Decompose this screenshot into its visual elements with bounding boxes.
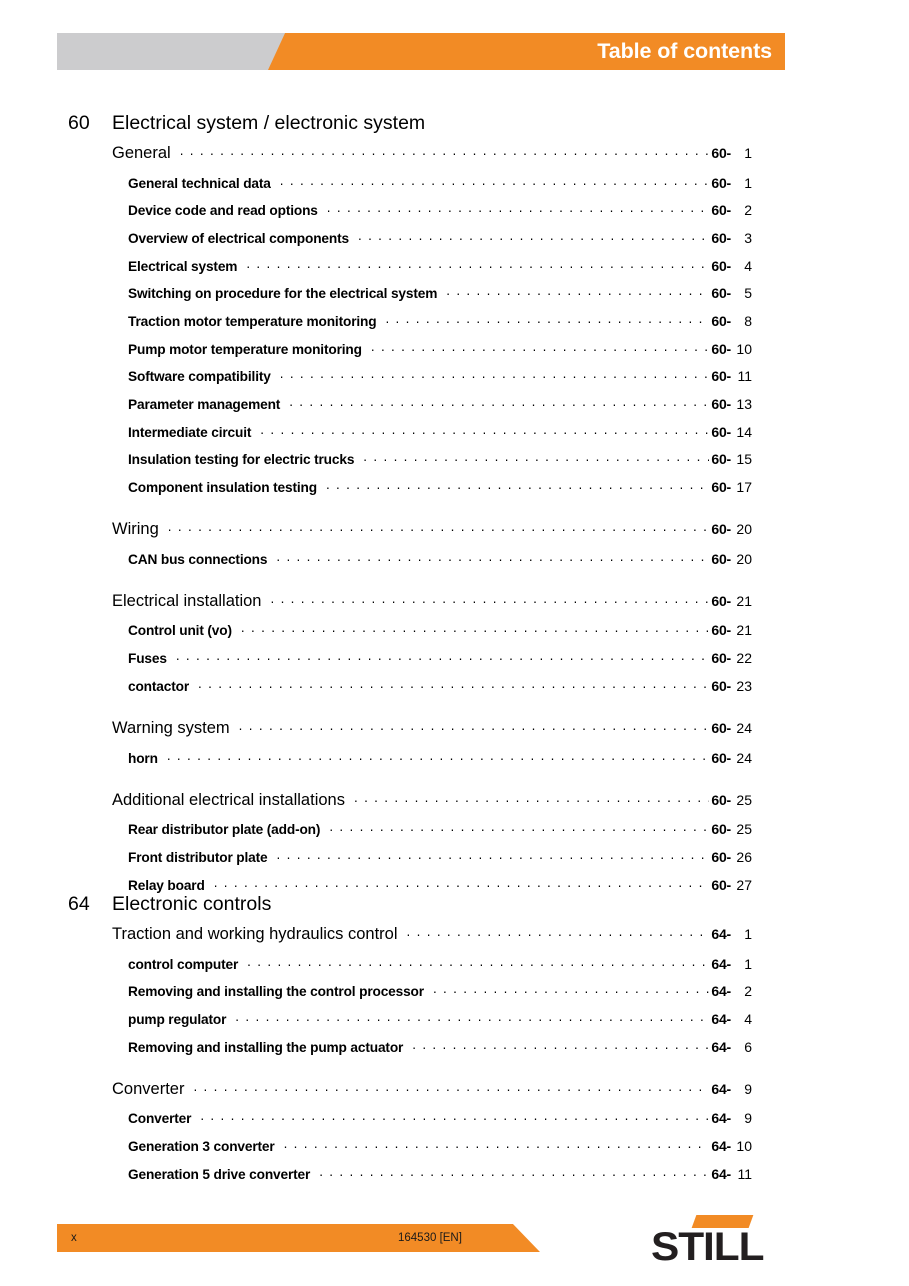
chapter-number: 64	[68, 893, 90, 915]
toc-entry-row[interactable]	[0, 368, 909, 396]
toc-page-number	[711, 521, 752, 537]
page-chapter-prefix: 60-	[711, 791, 731, 808]
dot-leader	[354, 791, 709, 805]
page-number-value: 14	[736, 423, 752, 440]
page-number-value: 21	[736, 622, 752, 639]
toc-section-row[interactable]	[0, 144, 909, 174]
toc-entry-label: Electrical system	[128, 258, 238, 274]
footer-document-id: 164530 [EN]	[398, 1232, 462, 1244]
toc-entry-row[interactable]	[0, 340, 909, 368]
toc-entry-row[interactable]	[0, 1038, 909, 1066]
page-chapter-prefix: 64-	[711, 1137, 731, 1154]
toc-entry-row[interactable]	[0, 229, 909, 257]
still-logo	[651, 1213, 791, 1269]
page-number-value: 1	[744, 174, 752, 191]
toc-row-content	[112, 925, 752, 944]
toc-group	[0, 592, 909, 705]
dot-leader	[193, 1080, 709, 1094]
toc-entry-row[interactable]	[0, 257, 909, 285]
toc-page-number	[711, 451, 752, 467]
page-number-value: 10	[736, 1137, 752, 1154]
toc-page-number	[711, 1110, 752, 1126]
toc-entry-row[interactable]	[0, 479, 909, 507]
page-chapter-prefix: 60-	[711, 821, 731, 838]
group-spacer	[0, 1066, 909, 1080]
toc-page-number	[711, 258, 752, 274]
toc-row-content	[128, 1110, 752, 1127]
toc-row-content	[128, 983, 752, 1000]
page-chapter-prefix: 60-	[711, 848, 731, 865]
toc-row-content	[112, 144, 752, 163]
toc-row-content	[128, 1165, 752, 1182]
toc-page-number	[711, 956, 752, 972]
toc-group	[0, 520, 909, 578]
dot-leader	[385, 312, 709, 326]
page-chapter-prefix: 60-	[711, 202, 731, 219]
toc-entry-label: Traction motor temperature monitoring	[128, 313, 377, 329]
dot-leader	[284, 1137, 710, 1151]
footer-page-number: x	[71, 1232, 77, 1244]
toc-row-content	[128, 202, 752, 219]
toc-group	[0, 1080, 909, 1193]
toc-entry-label: Traction and working hydraulics control	[112, 925, 398, 943]
page-chapter-prefix: 60-	[711, 550, 731, 567]
toc-entry-label: Control unit (vo)	[128, 623, 232, 639]
page-chapter-prefix: 60-	[711, 521, 731, 538]
dot-leader	[446, 285, 709, 299]
toc-entry-label: CAN bus connections	[128, 551, 268, 567]
page-number-value: 1	[744, 955, 752, 972]
toc-group	[0, 719, 909, 777]
page-chapter-prefix: 60-	[711, 229, 731, 246]
toc-entry-label: Front distributor plate	[128, 849, 268, 865]
page-number-value: 22	[736, 650, 752, 667]
toc-page-number	[711, 145, 752, 161]
page-chapter-prefix: 64-	[711, 955, 731, 972]
group-spacer	[0, 777, 909, 791]
toc-page-number	[711, 792, 752, 808]
page-number-value: 4	[744, 257, 752, 274]
toc-entry-label: Parameter management	[128, 397, 281, 412]
page-number-value: 27	[736, 876, 752, 893]
dot-leader	[239, 720, 710, 734]
toc-row-content	[128, 285, 752, 302]
toc-entry-label: Warning system	[112, 719, 230, 737]
dot-leader	[200, 1110, 709, 1124]
toc-row-content	[128, 479, 752, 496]
toc-row-content	[128, 955, 752, 972]
page-chapter-prefix: 64-	[711, 1165, 731, 1182]
page-number-value: 1	[744, 145, 752, 161]
toc-row-content	[112, 592, 752, 611]
dot-leader	[407, 926, 710, 940]
dot-leader	[168, 521, 710, 535]
page-number-value: 24	[736, 749, 752, 766]
page-chapter-prefix: 60-	[711, 720, 731, 736]
toc-entry-label: Fuses	[128, 651, 167, 667]
chapter-block	[0, 893, 909, 1193]
page-header	[0, 33, 909, 70]
toc-page-number	[711, 479, 752, 495]
toc-row-content	[128, 848, 752, 865]
toc-entry-row[interactable]	[0, 677, 909, 705]
toc-entry-label: Relay board	[128, 877, 205, 893]
toc-page-number	[711, 1166, 752, 1182]
page-chapter-prefix: 64-	[711, 1010, 731, 1027]
chapter-heading	[0, 112, 909, 144]
dot-leader	[329, 821, 709, 835]
toc-row-content	[128, 451, 752, 468]
page-number-value: 26	[736, 848, 752, 865]
page-chapter-prefix: 64-	[711, 1038, 731, 1055]
dot-leader	[180, 145, 710, 159]
toc-entry-label: Additional electrical installations	[112, 790, 345, 809]
toc-row-content	[112, 791, 752, 810]
toc-entry-label: Component insulation testing	[128, 480, 317, 496]
dot-leader	[276, 550, 709, 564]
toc-row-content	[128, 650, 752, 667]
toc-entry-label: Rear distributor plate (add-on)	[128, 822, 321, 838]
dot-leader	[371, 340, 710, 354]
page-chapter-prefix: 60-	[711, 749, 731, 766]
page-chapter-prefix: 60-	[711, 396, 731, 412]
page-chapter-prefix: 60-	[711, 451, 731, 468]
dot-leader	[289, 396, 709, 410]
toc-entry-label: Removing and installing the pump actuator	[128, 1039, 404, 1055]
toc-section-row[interactable]	[0, 592, 909, 622]
toc-page-number	[711, 720, 752, 736]
dot-leader	[198, 677, 709, 691]
chapter-number: 60	[68, 112, 90, 134]
page-chapter-prefix: 60-	[711, 340, 731, 357]
page-number-value: 20	[736, 550, 752, 567]
page-number-value: 13	[736, 396, 752, 412]
toc-entry-label: General	[112, 144, 171, 162]
page-number-value: 20	[736, 521, 752, 538]
toc-row-content	[128, 1010, 752, 1027]
page-number-value: 1	[744, 926, 752, 942]
toc-group	[0, 791, 909, 904]
page-number-value: 11	[737, 368, 752, 385]
toc-entry-row[interactable]	[0, 749, 909, 777]
page-number-value: 5	[744, 285, 752, 302]
toc-row-content	[128, 257, 752, 274]
toc-entry-row[interactable]	[0, 451, 909, 479]
page-number-value: 23	[736, 677, 752, 694]
toc-entry-label: General technical data	[128, 175, 271, 191]
dot-leader	[326, 479, 709, 493]
toc-page-number	[711, 175, 752, 191]
page-chapter-prefix: 60-	[711, 285, 731, 302]
page-number-value: 10	[736, 340, 752, 357]
page-number-value: 15	[736, 451, 752, 468]
toc-row-content	[128, 174, 752, 191]
dot-leader	[246, 257, 709, 271]
toc-row-content	[128, 821, 752, 838]
toc-entry-row[interactable]	[0, 650, 909, 678]
toc-entry-row[interactable]	[0, 285, 909, 313]
toc-section-row[interactable]	[0, 719, 909, 749]
page-chapter-prefix: 60-	[711, 677, 731, 694]
toc-row-content	[128, 229, 752, 246]
toc-group	[0, 925, 909, 1066]
toc-section-row[interactable]	[0, 925, 909, 955]
toc-entry-label: Overview of electrical components	[128, 230, 349, 246]
page-number-value: 9	[744, 1080, 752, 1097]
toc-section-row[interactable]	[0, 1080, 909, 1110]
toc-entry-label: Converter	[128, 1111, 192, 1127]
toc-page-number	[711, 983, 752, 999]
group-spacer	[0, 506, 909, 520]
toc-page-number	[711, 285, 752, 301]
toc-row-content	[128, 423, 752, 440]
page-number-value: 8	[744, 312, 752, 329]
page-number-value: 2	[744, 983, 752, 1000]
toc-section-row[interactable]	[0, 791, 909, 821]
toc-page-number	[711, 551, 752, 567]
toc-page-number	[711, 877, 752, 893]
toc-entry-row[interactable]	[0, 848, 909, 876]
page-number-value: 11	[737, 1165, 752, 1182]
toc-entry-label: Switching on procedure for the electrical system	[128, 286, 438, 302]
toc-entry-row[interactable]	[0, 1137, 909, 1165]
toc-page-number	[711, 202, 752, 218]
toc-entry-row[interactable]	[0, 312, 909, 340]
toc-entry-label: pump regulator	[128, 1011, 227, 1027]
toc-entry-label: Generation 5 drive converter	[128, 1166, 311, 1182]
toc-entry-label: contactor	[128, 678, 190, 694]
toc-entry-row[interactable]	[0, 821, 909, 849]
toc-page-number	[711, 622, 752, 638]
footer-bar	[57, 1224, 540, 1252]
dot-leader	[433, 983, 709, 997]
toc-row-content	[112, 1080, 752, 1099]
dot-leader	[277, 848, 710, 862]
dot-leader	[214, 876, 710, 890]
toc-entry-label: Wiring	[112, 520, 159, 539]
toc-page-number	[711, 230, 752, 246]
toc-row-content	[128, 550, 752, 567]
page-chapter-prefix: 64-	[711, 1080, 731, 1097]
toc-entry-label: control computer	[128, 956, 239, 972]
dot-leader	[270, 592, 709, 606]
page-number-value: 2	[744, 202, 752, 219]
toc-entry-row[interactable]	[0, 174, 909, 202]
toc-entry-label: Removing and installing the control processor	[128, 984, 424, 1000]
toc-page-number	[711, 396, 752, 412]
page-chapter-prefix: 64-	[711, 1110, 731, 1127]
toc-page-number	[711, 926, 752, 942]
toc-page-number	[711, 1138, 752, 1154]
toc-row-content	[128, 876, 752, 893]
toc-entry-row[interactable]	[0, 396, 909, 424]
toc-row-content	[128, 622, 752, 639]
toc-row-content	[128, 677, 752, 694]
toc-page-number	[711, 341, 752, 357]
dot-leader	[327, 202, 710, 216]
toc-entry-row[interactable]	[0, 1165, 909, 1193]
toc-row-content	[128, 749, 752, 766]
page-chapter-prefix: 60-	[711, 174, 731, 191]
page-number-value: 9	[744, 1110, 752, 1127]
toc-entry-label: Intermediate circuit	[128, 424, 252, 440]
page-number-value: 17	[736, 479, 752, 496]
group-spacer	[0, 705, 909, 719]
toc-entry-label: Software compatibility	[128, 369, 271, 385]
toc-row-content	[128, 396, 752, 413]
toc-page-number	[711, 593, 752, 609]
toc-page-number	[711, 368, 752, 384]
toc-page-number	[711, 1081, 752, 1097]
page-chapter-prefix: 60-	[711, 876, 731, 893]
dot-leader	[176, 650, 710, 664]
toc-row-content	[112, 520, 752, 539]
page-chapter-prefix: 64-	[711, 983, 731, 1000]
toc-entry-row[interactable]	[0, 622, 909, 650]
toc-entry-row[interactable]	[0, 1010, 909, 1038]
page-chapter-prefix: 64-	[711, 926, 731, 942]
page-number-value: 24	[736, 720, 752, 736]
toc-entry-row[interactable]	[0, 955, 909, 983]
page-number-value: 25	[736, 791, 752, 808]
page-chapter-prefix: 60-	[711, 423, 731, 440]
toc-entry-row[interactable]	[0, 550, 909, 578]
dot-leader	[167, 749, 710, 763]
header-gray-band	[57, 33, 289, 70]
toc-row-content	[112, 719, 752, 738]
dot-leader	[235, 1010, 709, 1024]
toc-page-number	[711, 1039, 752, 1055]
toc-page-number	[711, 424, 752, 440]
logo-wordmark: STILL	[651, 1225, 764, 1269]
page-number-value: 4	[744, 1010, 752, 1027]
toc-entry-row[interactable]	[0, 202, 909, 230]
toc-entry-label: Device code and read options	[128, 203, 318, 219]
group-spacer	[0, 578, 909, 592]
chapter-title: Electronic controls	[112, 893, 272, 915]
toc-row-content	[128, 368, 752, 385]
page-chapter-prefix: 60-	[711, 650, 731, 667]
page-number-value: 25	[736, 821, 752, 838]
toc-page-number	[711, 650, 752, 666]
toc-row-content	[128, 1038, 752, 1055]
page-chapter-prefix: 60-	[711, 145, 731, 161]
chapter-block	[0, 112, 909, 904]
toc-entry-row[interactable]	[0, 1110, 909, 1138]
toc-row-content	[128, 312, 752, 329]
toc-entry-label: Pump motor temperature monitoring	[128, 341, 362, 357]
dot-leader	[280, 368, 710, 382]
dot-leader	[280, 174, 710, 188]
toc-page-number	[711, 678, 752, 694]
dot-leader	[363, 451, 709, 465]
toc-entry-label: Generation 3 converter	[128, 1138, 275, 1154]
dot-leader	[247, 955, 709, 969]
toc-entry-label: Electrical installation	[112, 591, 262, 610]
page-title: Table of contents	[597, 39, 772, 63]
chapter-heading	[0, 893, 909, 925]
toc-row-content	[128, 1137, 752, 1154]
toc-entry-row[interactable]	[0, 983, 909, 1011]
page-number-value: 6	[744, 1038, 752, 1055]
toc-group	[0, 144, 909, 506]
page-chapter-prefix: 60-	[711, 257, 731, 274]
toc-row-content	[128, 340, 752, 357]
toc-page-number	[711, 849, 752, 865]
dot-leader	[241, 622, 709, 636]
toc-page-number	[711, 821, 752, 837]
page-number-value: 21	[736, 592, 752, 609]
dot-leader	[358, 229, 709, 243]
toc-entry-label: Insulation testing for electric trucks	[128, 452, 355, 468]
toc-entry-label: horn	[128, 750, 158, 766]
page-chapter-prefix: 60-	[711, 479, 731, 496]
dot-leader	[260, 423, 709, 437]
page-chapter-prefix: 60-	[711, 368, 731, 385]
toc-entry-row[interactable]	[0, 423, 909, 451]
toc-entry-label: Converter	[112, 1079, 185, 1098]
page-chapter-prefix: 60-	[711, 312, 731, 329]
page-chapter-prefix: 60-	[711, 622, 731, 639]
chapter-title: Electrical system / electronic system	[112, 112, 426, 134]
toc-page-number	[711, 313, 752, 329]
dot-leader	[412, 1038, 709, 1052]
dot-leader	[319, 1165, 709, 1179]
page-number-value: 3	[744, 229, 752, 246]
toc-page-number	[711, 1011, 752, 1027]
toc-section-row[interactable]	[0, 520, 909, 550]
page-chapter-prefix: 60-	[711, 592, 731, 609]
toc-page-number	[711, 750, 752, 766]
